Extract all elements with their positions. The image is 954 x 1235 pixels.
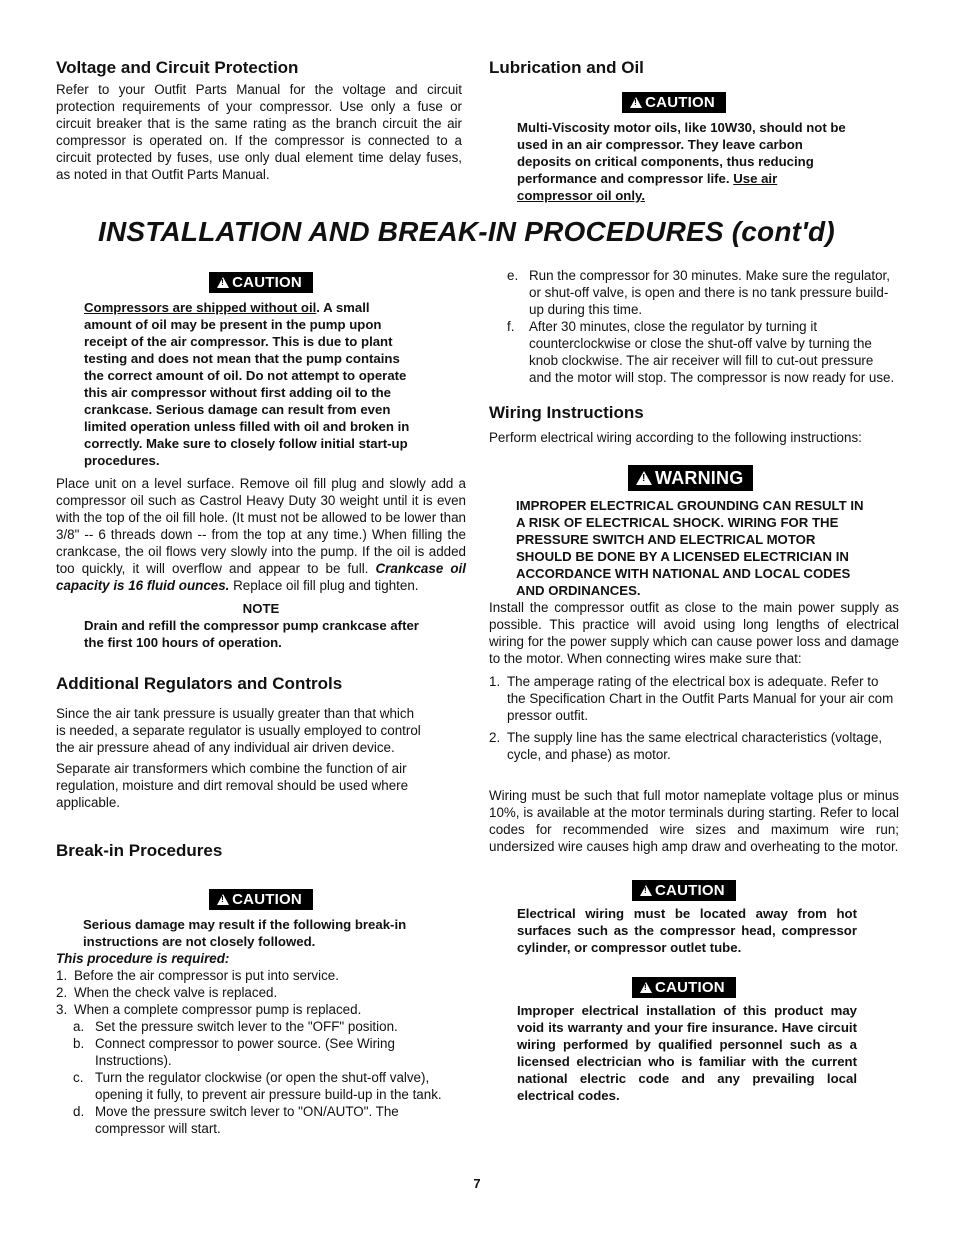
voltage-heading: Voltage and Circuit Protection	[56, 58, 299, 77]
list-item: c. Turn the regulator clockwise (or open the shut-off valve), opening it fully, to prevent air pressure build-up in the tank.	[73, 1070, 442, 1102]
grounding-warning-text: IMPROPER ELECTRICAL GROUNDING CAN RESULT IN A RISK OF ELECTRICAL SHOCK. WIRING FOR THE PRESSURE SWITCH AND ELECTRICAL MOTOR SHOULD BE DONE BY A LICENSED ELECTRICIAN IN ACCORDANCE WITH NATIONAL AND LOCAL CODES AND ORDINANCES.	[516, 498, 864, 598]
regulators-p2: Separate air transformers which combine the function of air regulation, moisture and dirt removal should be used where applicable.	[56, 761, 409, 810]
caution-badge: !CAUTION	[632, 977, 736, 998]
lubrication-section	[489, 58, 859, 204]
note-label: NOTE	[242, 601, 280, 616]
breakin-heading: Break-in Procedures	[56, 841, 223, 860]
left-column	[56, 272, 466, 1137]
list-item: 1. The amperage rating of the electrical box is adequate. Refer to the Specification Chart in the Outfit Parts Manual for your air com pressor outfit.	[489, 674, 894, 723]
caution-badge: !CAUTION	[622, 92, 726, 113]
wiring-intro: Perform electrical wiring according to the following instructions:	[489, 430, 862, 445]
voltage-body: Refer to your Outfit Parts Manual for the voltage and circuit protection requirements of your compressor. Use only a fuse or circuit breaker that is the same rating as the branch circuit the air compressor is operated on. If the compressor is connected to a circuit protected by fuses, use only dual element time delay fuses, as noted in that Outfit Parts Manual.	[56, 82, 462, 182]
right-column	[489, 267, 899, 1104]
list-item: 2. The supply line has the same electrical characteristics (voltage, cycle, and phase) as motor.	[489, 730, 883, 762]
wiring-list	[489, 673, 899, 763]
voltage-section	[56, 58, 462, 183]
lubrication-heading: Lubrication and Oil	[489, 58, 644, 77]
warning-triangle-icon	[217, 277, 229, 288]
list-item: d. Move the pressure switch lever to "ON/AUTO". The compressor will start.	[73, 1104, 399, 1136]
warning-triangle-icon	[630, 97, 642, 108]
note-text: Drain and refill the compressor pump crankcase after the first 100 hours of operation.	[84, 618, 419, 650]
shipped-without-oil-caution: Compressors are shipped without oil. A small amount of oil may be present in the pump upon receipt of the air compressor. This is due to plant testing and does not mean that the pump contains the correct amount of oil. Do not attempt to operate this air compressor without first adding oil to the crankcase. Serious damage can result from even limited operation unless filled with oil and broken in correctly. Make sure to closely follow initial start-up procedures.	[84, 300, 410, 468]
caution-badge: !CAUTION	[209, 889, 313, 910]
page-number: 7	[473, 1176, 481, 1191]
list-item: f. After 30 minutes, close the regulator by turning it counterclockwise or close the shut-off valve by turning the knob clockwise. The air receiver will fill to cut-out pressure and the motor will stop. The compressor is now ready for use.	[507, 319, 895, 385]
hot-surfaces-caution-text: Electrical wiring must be located away from hot surfaces such as the compressor head, compressor cylinder, or compressor outlet tube.	[517, 906, 857, 955]
list-item: e. Run the compressor for 30 minutes. Make sure the regulator, or shut-off valve, is open and there is no tank pressure build-up during this time.	[507, 268, 890, 317]
wiring-p2: Wiring must be such that full motor nameplate voltage plus or minus 10%, is available at the motor terminals during starting. Refer to local codes for recommended wire sizes and maximum wire run; undersized wire causes high amp draw and overheating to the motor.	[489, 788, 899, 854]
regulators-heading: Additional Regulators and Controls	[56, 674, 343, 693]
procedure-required: This procedure is required:	[56, 951, 230, 966]
list-item: 3. When a complete compressor pump is replaced.	[56, 1002, 362, 1017]
warning-triangle-icon	[636, 471, 652, 485]
warning-triangle-icon	[640, 982, 652, 993]
page-title: INSTALLATION AND BREAK-IN PROCEDURES (cont'd)	[98, 216, 835, 247]
wiring-p1: Install the compressor outfit as close to the main power supply as possible. This practice will avoid using long lengths of electrical wiring for the power supply which can cause power loss and damage to the motor. When connecting wires make sure that:	[489, 600, 899, 666]
list-item: a. Set the pressure switch lever to the "OFF" position.	[73, 1019, 398, 1034]
improper-installation-caution-text: Improper electrical installation of this product may void its warranty and your fire insurance. Have circuit wiring performed by qualified personnel such as a licensed electrician who is familiar with the current national electric code and any prevailing local electrical codes.	[517, 1003, 857, 1103]
oil-fill-paragraph: Place unit on a level surface. Remove oil fill plug and slowly add a compressor oil such as Castrol Heavy Duty 30 weight until it is even with the top of the oil fill hole. (It must not be allowed to be lower than 3/8" -- 6 threads down -- from the top at any time.) When filling the crankcase, the oil flows very slowly into the pump. If the oil is added too quickly, it will overflow and appear to be full. Crankcase oil capacity is 16 fluid ounces. Replace oil fill plug and tighten.	[56, 476, 466, 593]
regulators-p1: Since the air tank pressure is usually greater than that which is needed, a separate regulator is usually employed to control the air pressure ahead of any individual air driven device.	[56, 706, 421, 755]
list-item: 1. Before the air compressor is put into service.	[56, 968, 339, 983]
warning-badge: !WARNING	[628, 465, 753, 491]
lubrication-caution-text: Multi-Viscosity motor oils, like 10W30, should not be used in an air compressor. They leave carbon deposits on critical components, thus reducing performance and compressor life. Use air compressor oil only.	[517, 120, 846, 203]
caution-badge: !CAUTION	[209, 272, 313, 293]
warning-triangle-icon	[217, 894, 229, 905]
breakin-list	[56, 967, 466, 1137]
wiring-heading: Wiring Instructions	[489, 403, 644, 422]
breakin-caution-text: Serious damage may result if the following break-in instructions are not closely followed.	[83, 917, 407, 949]
caution-badge: !CAUTION	[632, 880, 736, 901]
list-item: 2. When the check valve is replaced.	[56, 985, 278, 1000]
list-item: b. Connect compressor to power source. (See Wiring Instructions).	[73, 1036, 395, 1068]
warning-triangle-icon	[640, 885, 652, 896]
